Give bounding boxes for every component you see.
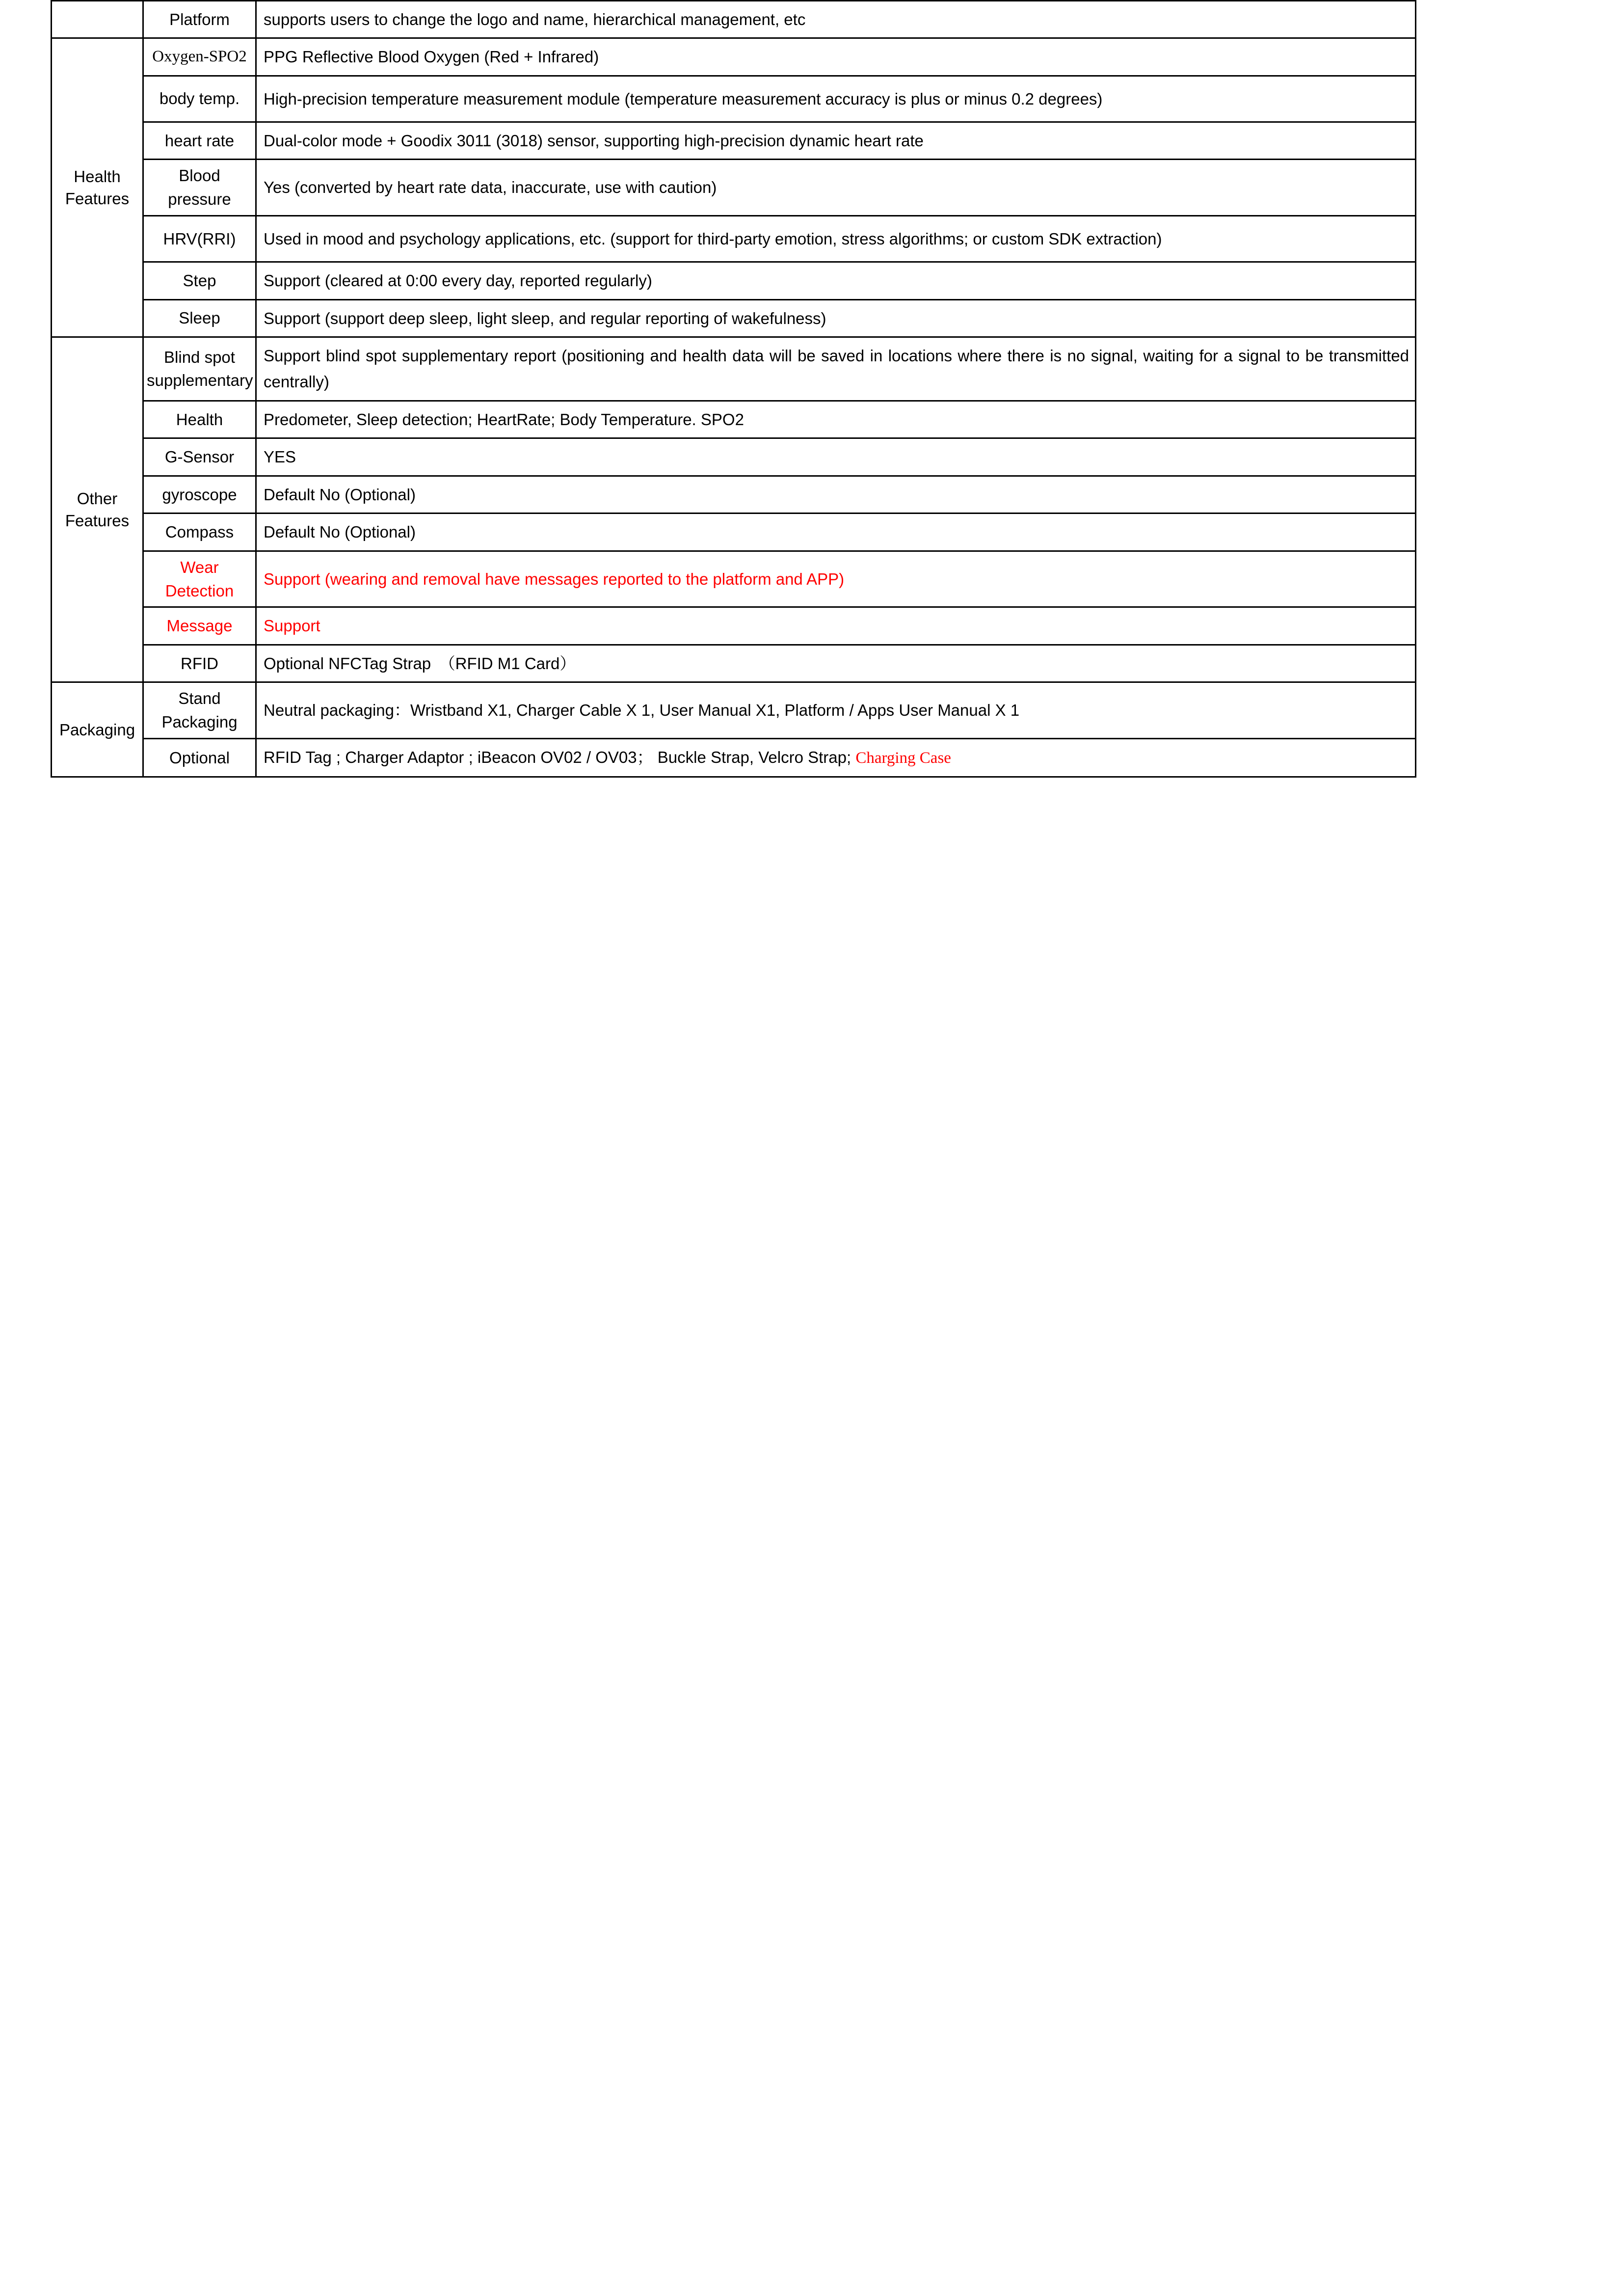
desc-wear-detection: Support (wearing and removal have messages reported to the platform and APP): [256, 551, 1416, 607]
desc-blind-spot-supplementary: Support blind spot supplementary report (positioning and health data will be saved in locations where there is no signal, waiting for a signal to be transmitted centrally): [256, 337, 1416, 401]
table-row: [52, 513, 1416, 551]
item-label-platform: Platform: [143, 1, 256, 38]
group-label-packaging: Packaging: [52, 682, 143, 777]
desc-platform: supports users to change the logo and name, hierarchical management, etc: [256, 1, 1416, 38]
table-row: [52, 262, 1416, 299]
item-label-gyroscope: gyroscope: [143, 476, 256, 513]
table-row: [52, 551, 1416, 607]
table-row: [52, 1, 1416, 38]
table-row: [52, 645, 1416, 682]
desc-message: Support: [256, 607, 1416, 645]
group-label-line-1: Other: [77, 489, 118, 508]
item-label-line-1: Blind spot: [164, 348, 235, 366]
item-label-wear-detection: Wear Detection: [143, 551, 256, 607]
item-label-blood-pressure: Blood pressure: [143, 160, 256, 216]
group-label-health-features: [52, 38, 143, 337]
group-label-line-2: Features: [65, 189, 130, 208]
table-row: [52, 607, 1416, 645]
item-label-rfid: RFID: [143, 645, 256, 682]
table-row: [52, 216, 1416, 262]
desc-body-temp: High-precision temperature measurement module (temperature measurement accuracy is plus or minus 0.2 degrees): [256, 76, 1416, 122]
desc-rfid: Optional NFCTag Strap （RFID M1 Card）: [256, 645, 1416, 682]
desc-gyroscope: Default No (Optional): [256, 476, 1416, 513]
desc-heart-rate: Dual-color mode + Goodix 3011 (3018) sensor, supporting high-precision dynamic heart rate: [256, 122, 1416, 159]
desc-g-sensor: YES: [256, 438, 1416, 476]
group-label-blank: [52, 1, 143, 38]
table-row: [52, 76, 1416, 122]
table-row: [52, 337, 1416, 401]
item-label-stand-packaging: Stand Packaging: [143, 682, 256, 739]
desc-compass: Default No (Optional): [256, 513, 1416, 551]
item-label-compass: Compass: [143, 513, 256, 551]
desc-stand-packaging: Neutral packaging：Wristband X1, Charger Cable X 1, User Manual X1, Platform / Apps User Manual X 1: [256, 682, 1416, 739]
desc-blood-pressure: Yes (converted by heart rate data, inaccurate, use with caution): [256, 160, 1416, 216]
item-label-health: Health: [143, 401, 256, 438]
table-row: [52, 401, 1416, 438]
table-row: [52, 122, 1416, 159]
table-row: [52, 738, 1416, 777]
table-row: [52, 438, 1416, 476]
table-row: [52, 160, 1416, 216]
desc-hrv-rri: Used in mood and psychology applications, etc. (support for third-party emotion, stress algorithms; or custom SDK extraction): [256, 216, 1416, 262]
table-row: [52, 682, 1416, 739]
item-label-step: Step: [143, 262, 256, 299]
table-row: [52, 299, 1416, 337]
item-label-blind-spot-supplementary: [143, 337, 256, 401]
item-label-heart-rate: heart rate: [143, 122, 256, 159]
table-row: [52, 476, 1416, 513]
item-label-g-sensor: G-Sensor: [143, 438, 256, 476]
desc-oxygen-spo2: PPG Reflective Blood Oxygen (Red + Infrared): [256, 38, 1416, 76]
desc-optional-highlight: Charging Case: [855, 749, 951, 767]
item-label-message: Message: [143, 607, 256, 645]
group-label-other-features: [52, 337, 143, 682]
desc-sleep: Support (support deep sleep, light sleep, and regular reporting of wakefulness): [256, 299, 1416, 337]
group-label-line-2: Features: [65, 512, 130, 530]
group-label-line-1: Health: [74, 167, 121, 186]
item-label-line-2: supplementary: [147, 371, 253, 390]
item-label-body-temp: body temp.: [143, 76, 256, 122]
desc-step: Support (cleared at 0:00 every day, reported regularly): [256, 262, 1416, 299]
desc-optional-prefix: RFID Tag ; Charger Adaptor ; iBeacon OV02 / OV03； Buckle Strap, Velcro Strap;: [264, 748, 856, 766]
item-label-sleep: Sleep: [143, 299, 256, 337]
product-specification-table: [51, 0, 1416, 778]
item-label-optional: Optional: [143, 738, 256, 777]
desc-optional: [256, 738, 1416, 777]
desc-health: Predometer, Sleep detection; HeartRate; Body Temperature. SPO2: [256, 401, 1416, 438]
item-label-oxygen-spo2: Oxygen-SPO2: [143, 38, 256, 76]
table-row: [52, 38, 1416, 76]
item-label-hrv-rri: HRV(RRI): [143, 216, 256, 262]
